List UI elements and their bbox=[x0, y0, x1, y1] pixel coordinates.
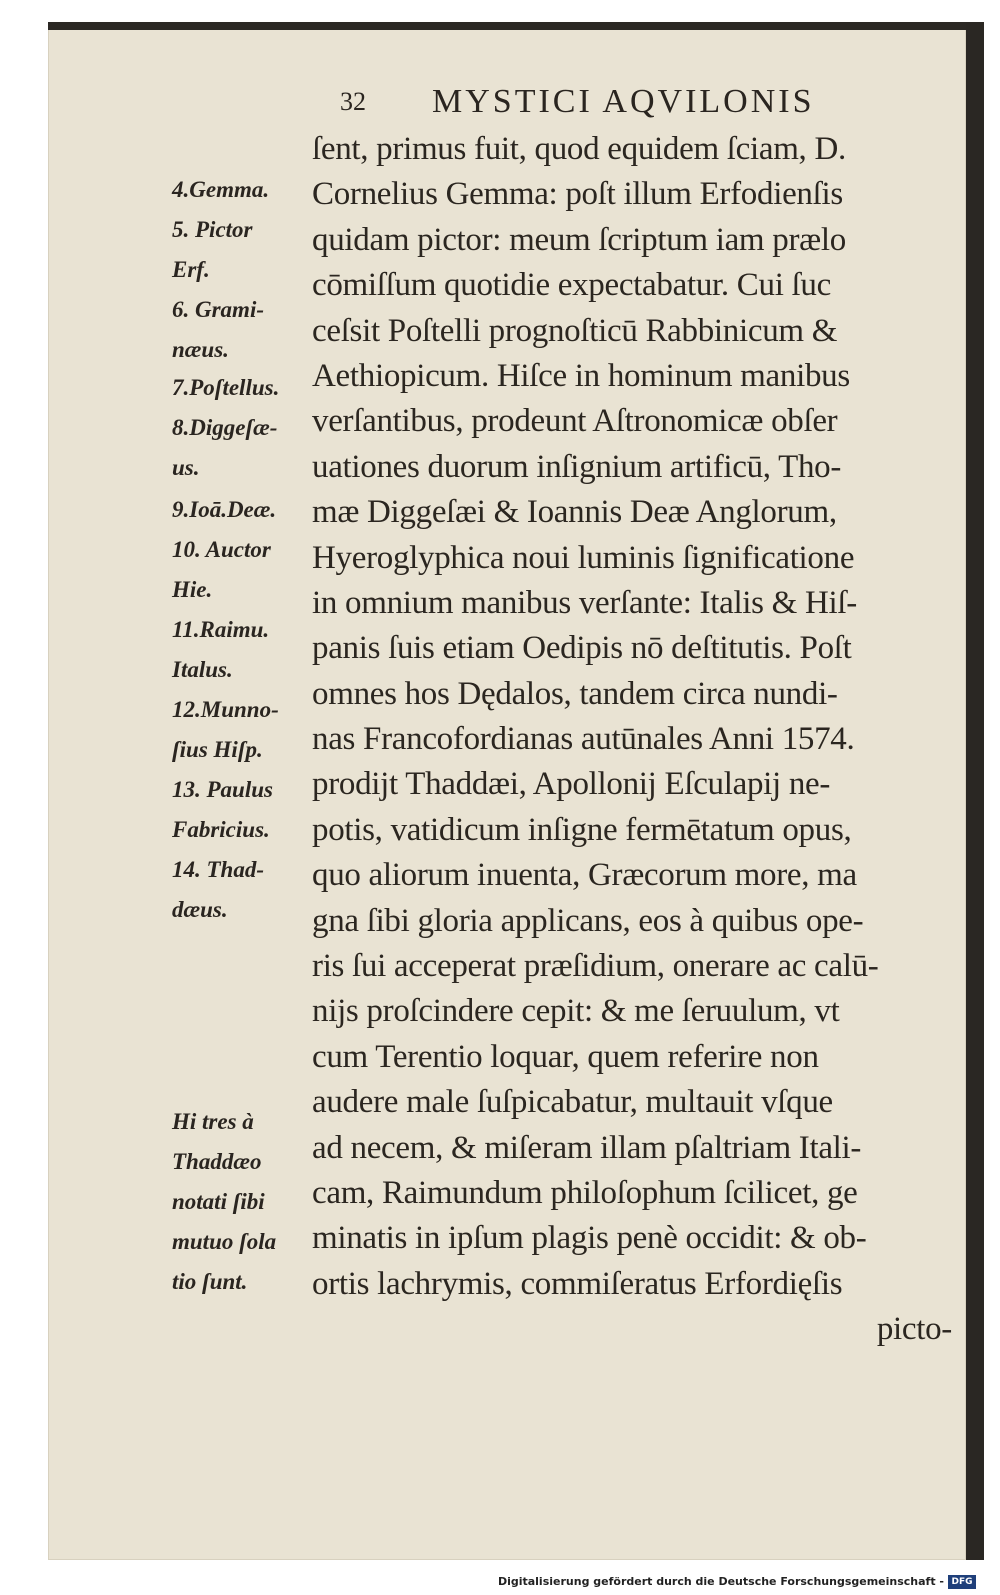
text-line: Cornelius Gemma: poſt illum Erfodienſis bbox=[312, 176, 843, 213]
margin-note: Italus. bbox=[172, 657, 233, 682]
text-line: omnes hos Dędalos, tandem circa nundi- bbox=[312, 675, 838, 712]
text-line: audere male ſuſpicabatur, multauit vſque bbox=[312, 1084, 833, 1121]
margin-note: 4.Gemma. bbox=[172, 177, 270, 202]
margin-note: 9.Ioā.Deæ. bbox=[172, 497, 277, 522]
body-text bbox=[312, 127, 972, 1353]
margin-note: ſius Hiſp. bbox=[172, 737, 263, 762]
margin-notes bbox=[172, 0, 322, 1400]
text-line: ad necem, & miſeram illam pſaltriam Itali- bbox=[312, 1129, 862, 1166]
text-line: ris ſui acceperat præſidium, onerare ac calū- bbox=[312, 948, 879, 985]
text-line: Aethiopicum. Hiſce in hominum manibus bbox=[312, 357, 850, 394]
footer-credit: Digitalisierung gefördert durch die Deutsche Forschungsgemeinschaft - bbox=[497, 1575, 944, 1588]
page-header bbox=[0, 83, 1000, 123]
text-line: nas Francofordianas autūnales Anni 1574. bbox=[312, 721, 855, 758]
text-line: gna ſibi gloria applicans, eos à quibus ope- bbox=[312, 902, 864, 939]
text-line: quidam pictor: meum ſcriptum iam prælo bbox=[312, 221, 846, 258]
page-number: 32 bbox=[340, 87, 366, 116]
text-line: potis, vatidicum inſigne fermētatum opus, bbox=[312, 811, 852, 848]
footer bbox=[0, 1572, 1000, 1595]
margin-note: tio ſunt. bbox=[172, 1269, 248, 1294]
margin-note: Hie. bbox=[172, 577, 213, 602]
text-line: uationes duorum inſignium artificū, Tho- bbox=[312, 448, 842, 485]
margin-note: 14. Thad- bbox=[172, 857, 264, 882]
margin-note: 6. Grami- bbox=[172, 297, 264, 322]
text-line: in omnium manibus verſante: Italis & Hiſ- bbox=[312, 584, 857, 621]
text-line: quo aliorum inuenta, Græcorum more, ma bbox=[312, 857, 857, 894]
catchword: picto- bbox=[876, 1311, 952, 1348]
margin-note: 11.Raimu. bbox=[172, 617, 270, 642]
dfg-logo: DFG bbox=[948, 1575, 976, 1589]
text-line: Hyeroglyphica noui luminis ſignificatione bbox=[312, 539, 855, 576]
margin-note: Erf. bbox=[172, 257, 210, 282]
margin-note: 12.Munno- bbox=[172, 697, 279, 722]
margin-note: dæus. bbox=[172, 897, 228, 922]
margin-note: Fabricius. bbox=[172, 817, 270, 842]
margin-note: 8.Diggeſæ- bbox=[172, 415, 278, 440]
running-title: MYSTICI AQVILONIS bbox=[432, 83, 815, 120]
text-line: minatis in ipſum plagis penè occidit: & ob- bbox=[312, 1220, 867, 1257]
text-line: ceſsit Poſtelli prognoſticū Rabbinicum & bbox=[312, 312, 838, 349]
margin-note: us. bbox=[172, 455, 200, 480]
margin-note: 7.Poſtellus. bbox=[172, 375, 280, 400]
text-line: panis ſuis etiam Oedipis nō deſtitutis. Poſt bbox=[312, 630, 852, 667]
text-line: cōmiſſum quotidie expectabatur. Cui ſuc bbox=[312, 267, 831, 304]
text-line: ſent, primus fuit, quod equidem ſciam, D. bbox=[312, 131, 846, 167]
margin-note: Thaddæo bbox=[172, 1149, 262, 1174]
margin-note: 13. Paulus bbox=[172, 777, 273, 802]
text-line: prodijt Thaddæi, Apollonij Eſculapij ne- bbox=[312, 766, 831, 803]
margin-note: Hi tres à bbox=[172, 1109, 254, 1134]
margin-note: 5. Pictor bbox=[172, 217, 253, 242]
margin-note: næus. bbox=[172, 337, 229, 362]
margin-note: mutuo ſola bbox=[172, 1229, 277, 1254]
margin-note: notati ſibi bbox=[172, 1189, 265, 1214]
text-line: nijs proſcindere cepit: & me ſeruulum, vt bbox=[312, 993, 840, 1030]
margin-note: 10. Auctor bbox=[172, 537, 271, 562]
text-line: mæ Diggeſæi & Ioannis Deæ Anglorum, bbox=[312, 494, 837, 531]
text-line: ortis lachrymis, commiſeratus Erfordięſis bbox=[312, 1265, 843, 1302]
text-line: cum Terentio loquar, quem referire non bbox=[312, 1038, 819, 1075]
text-line: cam, Raimundum philoſophum ſcilicet, ge bbox=[312, 1174, 858, 1211]
text-line: verſantibus, prodeunt Aſtronomicæ obſer bbox=[312, 403, 838, 440]
